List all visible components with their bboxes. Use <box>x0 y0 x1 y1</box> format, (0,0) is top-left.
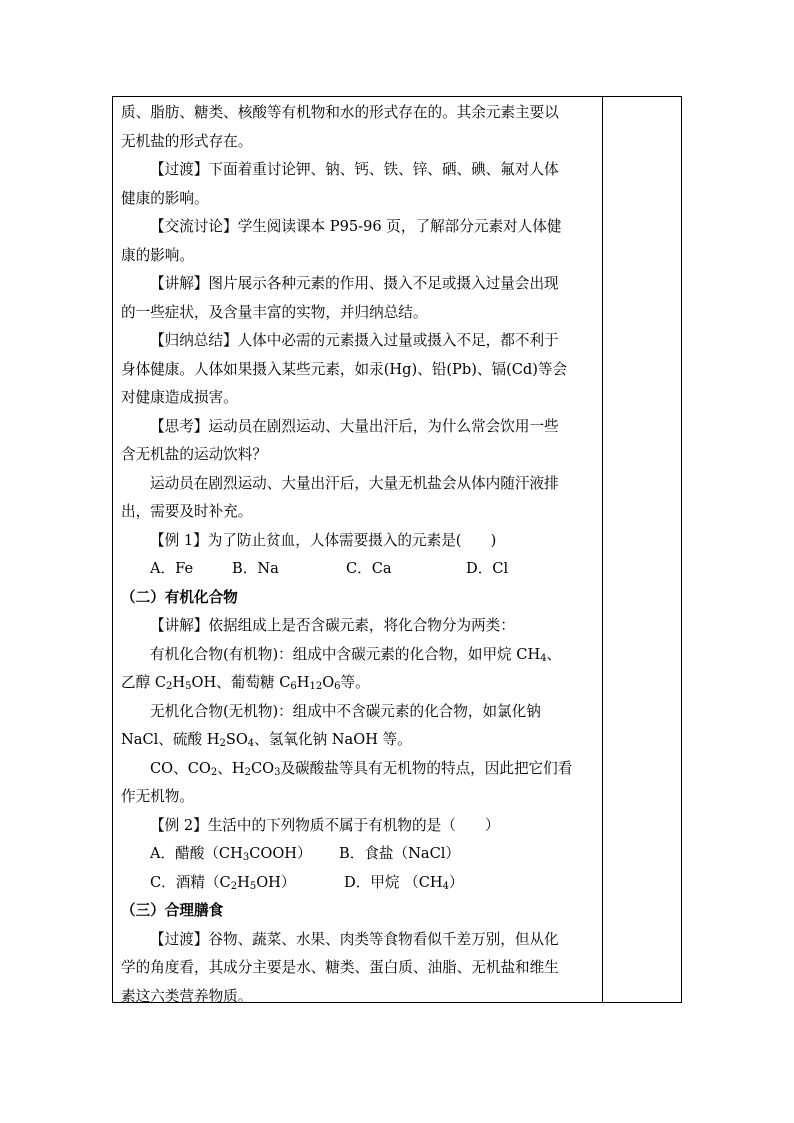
text-line: 学的角度看，其成分主要是水、糖类、蛋白质、油脂、无机盐和维生 <box>121 959 559 976</box>
text-line: NaCl、硫酸 $H_2SO_4$、氢氧化钠 NaOH 等。 <box>121 731 412 749</box>
example-1-options <box>121 555 595 584</box>
text-line: 身体健康。人体如果摄入某些元素，如汞(Hg)、铅(Pb)、镉(Cd)等会 <box>121 360 568 378</box>
option-d: D．Cl <box>466 560 509 577</box>
text-line: 有机化合物(有机物)：组成中含碳元素的化合物，如甲烷 $CH_4$、 <box>150 645 562 664</box>
text-line: 素这六类营养物质。 <box>121 987 253 1005</box>
text-line: 运动员在剧烈运动、大量出汗后，大量无机盐会从体内随汗液排 <box>150 474 559 492</box>
text-line: 质、脂肪、糖类、核酸等有机物和水的形式存在的。其余元素主要以 <box>121 104 559 121</box>
text-line: 作无机物。 <box>121 788 194 805</box>
text-line: 【交流讨论】学生阅读课本 P95-96 页，了解部分元素对人体健 <box>150 218 562 235</box>
option-d: D．甲烷 $(CH_4)$ <box>344 873 464 892</box>
column-divider <box>602 97 603 1002</box>
text-line: CO、$CO_2$、$H_2CO_3$及碳酸盐等具有无机物的特点，因此把它们看 <box>150 759 573 778</box>
text-line: 【过渡】下面着重讨论钾、钠、钙、铁、锌、硒、碘、氟对人体 <box>150 161 559 178</box>
option-b: B．Na <box>232 560 279 577</box>
text-line: 【思考】运动员在剧烈运动、大量出汗后，为什么常会饮用一些 <box>150 417 559 435</box>
text-line: 对健康造成损害。 <box>121 389 238 406</box>
text-line: 健康的影响。 <box>121 189 209 207</box>
text-line: 【讲解】图片展示各种元素的作用、摄入不足或摄入过量会出现 <box>150 275 559 292</box>
example-2-options-ab <box>121 840 595 869</box>
text-line: 无机盐的形式存在。 <box>121 132 253 150</box>
option-b: B．食盐（NaCl） <box>339 845 460 862</box>
text-line: 【过渡】谷物、蔬菜、水果、肉类等食物看似千差万别，但从化 <box>150 930 559 948</box>
text-line: 的一些症状，及含量丰富的实物，并归纳总结。 <box>121 303 428 321</box>
example-2-options-cd <box>121 869 595 898</box>
option-a: A．Fe <box>150 560 194 577</box>
section-heading: （二）有机化合物 <box>121 588 238 606</box>
text-line: 含无机盐的运动饮料？ <box>121 446 267 463</box>
lesson-content <box>121 99 595 1011</box>
example-2-question: 【例 2】生活中的下列物质不属于有机物的是（ ） <box>150 816 500 834</box>
section-heading: （三）合理膳食 <box>121 902 224 919</box>
text-line: 【归纳总结】人体中必需的元素摄入过量或摄入不足，都不利于 <box>150 332 559 349</box>
example-1-question: 【例 1】为了防止贫血，人体需要摄入的元素是( ) <box>150 531 497 549</box>
text-line: 乙醇 $C_2H_5OH$、葡萄糖 $C_6H_{12}O_6$等。 <box>121 674 370 692</box>
text-line: 出，需要及时补充。 <box>121 503 253 520</box>
text-line: 康的影响。 <box>121 246 194 264</box>
option-a: A．醋酸$(CH_3COOH)$ <box>150 845 312 863</box>
option-c: C．Ca <box>346 560 392 577</box>
text-line: 无机化合物(无机物)：组成中不含碳元素的化合物，如氯化钠 <box>150 702 541 720</box>
lesson-table <box>112 96 682 1003</box>
option-c: C．酒精$(C_2H_5OH)$ <box>150 873 296 892</box>
text-line: 【讲解】依据组成上是否含碳元素，将化合物分为两类： <box>150 617 515 634</box>
